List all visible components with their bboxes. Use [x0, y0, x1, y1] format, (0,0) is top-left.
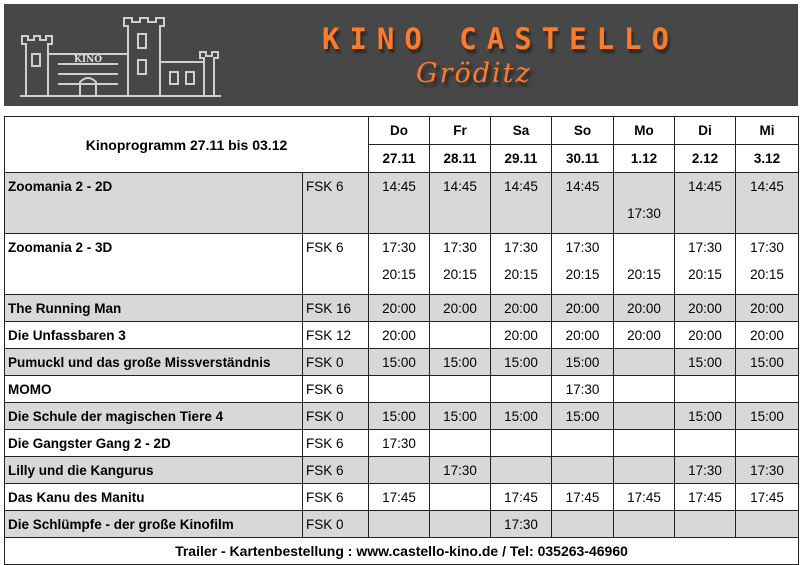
showtime-cell	[369, 376, 430, 403]
showtime	[430, 200, 490, 227]
showtime-cell	[675, 511, 736, 538]
showtime	[491, 200, 551, 227]
cinema-location: Gröditz	[416, 58, 532, 89]
header-banner	[4, 4, 798, 106]
showtime-cell	[430, 484, 491, 511]
contact-info: Trailer - Kartenbestellung : www.castello-kino.de / Tel: 035263-46960	[5, 538, 799, 565]
showtime-cell	[675, 173, 736, 234]
showtime-cell: 20:00	[736, 322, 799, 349]
castle-sign: KINO	[74, 55, 103, 65]
showtime-cell	[430, 234, 491, 295]
film-title: Zoomania 2 - 2D	[5, 173, 303, 234]
showtime-cell	[430, 430, 491, 457]
showtime: 14:45	[382, 179, 416, 194]
showtime-cell: 17:30	[430, 457, 491, 484]
showtime-cell	[369, 457, 430, 484]
showtime: 20:15	[750, 267, 784, 282]
showtime-cell	[614, 173, 675, 234]
showtime	[736, 200, 798, 227]
showtime: 17:30	[627, 206, 661, 221]
fsk-rating: FSK 6	[303, 234, 369, 295]
showtime: 17:30	[750, 240, 784, 255]
fsk-rating: FSK 0	[303, 511, 369, 538]
showtime-cell	[430, 376, 491, 403]
showtime-cell: 17:45	[614, 484, 675, 511]
showtime-cell	[614, 376, 675, 403]
showtime-cell	[491, 430, 552, 457]
day-header: So	[552, 117, 614, 145]
film-row	[5, 457, 799, 484]
showtime-cell	[552, 430, 614, 457]
fsk-rating: FSK 6	[303, 173, 369, 234]
date-header: 3.12	[736, 145, 799, 173]
showtime-cell	[552, 234, 614, 295]
showtime: 20:15	[565, 267, 600, 282]
showtime-cell	[736, 173, 799, 234]
showtime: 17:30	[504, 240, 538, 255]
showtime: 20:15	[382, 267, 416, 282]
date-header: 28.11	[430, 145, 491, 173]
showtime-cell	[675, 234, 736, 295]
fsk-rating: FSK 6	[303, 376, 369, 403]
film-title: Pumuckl und das große Missverständnis	[5, 349, 303, 376]
fsk-rating: FSK 6	[303, 457, 369, 484]
day-header: Sa	[491, 117, 552, 145]
film-row	[5, 322, 799, 349]
fsk-rating: FSK 6	[303, 484, 369, 511]
day-header: Mi	[736, 117, 799, 145]
showtime-cell	[614, 234, 675, 295]
showtime-cell: 20:00	[369, 322, 430, 349]
showtime: 17:30	[443, 240, 477, 255]
fsk-rating: FSK 16	[303, 295, 369, 322]
cinema-name: KINO CASTELLO	[322, 22, 679, 56]
film-title: Die Gangster Gang 2 - 2D	[5, 430, 303, 457]
showtime-cell: 20:00	[614, 295, 675, 322]
showtime-cell: 17:30	[675, 457, 736, 484]
showtime-cell	[552, 457, 614, 484]
film-title: Die Schlümpfe - der große Kinofilm	[5, 511, 303, 538]
showtime-cell: 15:00	[369, 403, 430, 430]
date-header: 27.11	[369, 145, 430, 173]
film-title: The Running Man	[5, 295, 303, 322]
day-header: Do	[369, 117, 430, 145]
showtime-cell: 20:00	[552, 295, 614, 322]
date-header: 1.12	[614, 145, 675, 173]
date-header: 30.11	[552, 145, 614, 173]
film-title: MOMO	[5, 376, 303, 403]
showtime-cell	[675, 376, 736, 403]
film-title: Zoomania 2 - 3D	[5, 234, 303, 295]
showtime-cell: 15:00	[369, 349, 430, 376]
showtime	[552, 200, 613, 227]
showtime-cell	[736, 511, 799, 538]
showtime: 14:45	[565, 179, 600, 194]
showtime-cell: 15:00	[736, 349, 799, 376]
day-header: Mo	[614, 117, 675, 145]
fsk-rating: FSK 0	[303, 403, 369, 430]
film-title: Lilly und die Kangurus	[5, 457, 303, 484]
showtime	[369, 200, 429, 227]
showtime-cell	[614, 511, 675, 538]
showtime: 17:30	[565, 240, 600, 255]
showtime: 17:30	[688, 240, 722, 255]
showtime-cell: 17:30	[736, 457, 799, 484]
showtime: 20:15	[688, 267, 722, 282]
date-header: 2.12	[675, 145, 736, 173]
showtime	[614, 234, 674, 261]
film-row	[5, 403, 799, 430]
showtime-cell: 20:00	[736, 295, 799, 322]
showtime: 14:45	[750, 179, 784, 194]
film-row	[5, 234, 799, 295]
showtime: 14:45	[688, 179, 722, 194]
showtime-cell	[369, 173, 430, 234]
showtime-cell: 15:00	[552, 403, 614, 430]
showtime-cell	[491, 376, 552, 403]
film-row	[5, 376, 799, 403]
showtime-cell: 17:45	[491, 484, 552, 511]
showtime-cell: 15:00	[491, 349, 552, 376]
showtime-cell: 20:00	[552, 322, 614, 349]
showtime-cell	[614, 349, 675, 376]
film-row	[5, 430, 799, 457]
fsk-rating: FSK 0	[303, 349, 369, 376]
showtime-cell	[552, 173, 614, 234]
film-row	[5, 484, 799, 511]
showtime-cell	[491, 173, 552, 234]
showtime-cell: 17:30	[369, 430, 430, 457]
fsk-rating: FSK 6	[303, 430, 369, 457]
footer-row	[5, 538, 799, 565]
showtime-cell: 17:45	[736, 484, 799, 511]
castle-icon	[18, 14, 223, 98]
showtime-cell: 20:00	[491, 322, 552, 349]
showtime-cell: 17:45	[552, 484, 614, 511]
showtime-cell	[491, 234, 552, 295]
showtime: 20:15	[443, 267, 477, 282]
film-title: Die Schule der magischen Tiere 4	[5, 403, 303, 430]
showtime-cell	[369, 511, 430, 538]
showtime-cell: 17:30	[552, 376, 614, 403]
showtime-cell	[736, 234, 799, 295]
showtime-cell: 15:00	[736, 403, 799, 430]
showtime-cell	[369, 234, 430, 295]
day-header: Di	[675, 117, 736, 145]
film-row	[5, 511, 799, 538]
showtime: 17:30	[382, 240, 416, 255]
film-title: Das Kanu des Manitu	[5, 484, 303, 511]
showtime-cell: 20:00	[675, 295, 736, 322]
showtime-cell: 15:00	[491, 403, 552, 430]
showtime-cell: 15:00	[675, 403, 736, 430]
showtime-cell: 20:00	[675, 322, 736, 349]
date-header: 29.11	[491, 145, 552, 173]
showtime-cell	[614, 430, 675, 457]
showtime: 14:45	[504, 179, 538, 194]
showtime	[675, 200, 735, 227]
showtime-cell: 15:00	[430, 349, 491, 376]
film-row	[5, 173, 799, 234]
showtime-cell: 17:30	[491, 511, 552, 538]
showtime-cell: 20:00	[491, 295, 552, 322]
showtime-cell	[430, 322, 491, 349]
showtime-cell: 20:00	[614, 322, 675, 349]
showtime-cell	[614, 457, 675, 484]
showtime: 20:15	[504, 267, 538, 282]
showtime-cell: 17:45	[675, 484, 736, 511]
day-header-row	[5, 117, 799, 145]
showtime-cell	[736, 430, 799, 457]
showtime-cell	[614, 403, 675, 430]
showtime-cell: 15:00	[430, 403, 491, 430]
film-title: Die Unfassbaren 3	[5, 322, 303, 349]
showtime-cell: 20:00	[430, 295, 491, 322]
showtime-cell	[675, 430, 736, 457]
schedule-table	[4, 116, 799, 565]
showtime: 14:45	[443, 179, 477, 194]
schedule-title: Kinoprogramm 27.11 bis 03.12	[5, 117, 369, 173]
showtime: 20:15	[627, 267, 661, 282]
showtime-cell	[736, 376, 799, 403]
showtime-cell: 17:45	[369, 484, 430, 511]
film-row	[5, 349, 799, 376]
fsk-rating: FSK 12	[303, 322, 369, 349]
showtime-cell: 15:00	[675, 349, 736, 376]
film-row	[5, 295, 799, 322]
showtime-cell	[552, 511, 614, 538]
showtime-cell: 15:00	[552, 349, 614, 376]
showtime-cell: 20:00	[369, 295, 430, 322]
showtime-cell	[491, 457, 552, 484]
day-header: Fr	[430, 117, 491, 145]
showtime-cell	[430, 511, 491, 538]
showtime-cell	[430, 173, 491, 234]
showtime	[614, 173, 674, 200]
